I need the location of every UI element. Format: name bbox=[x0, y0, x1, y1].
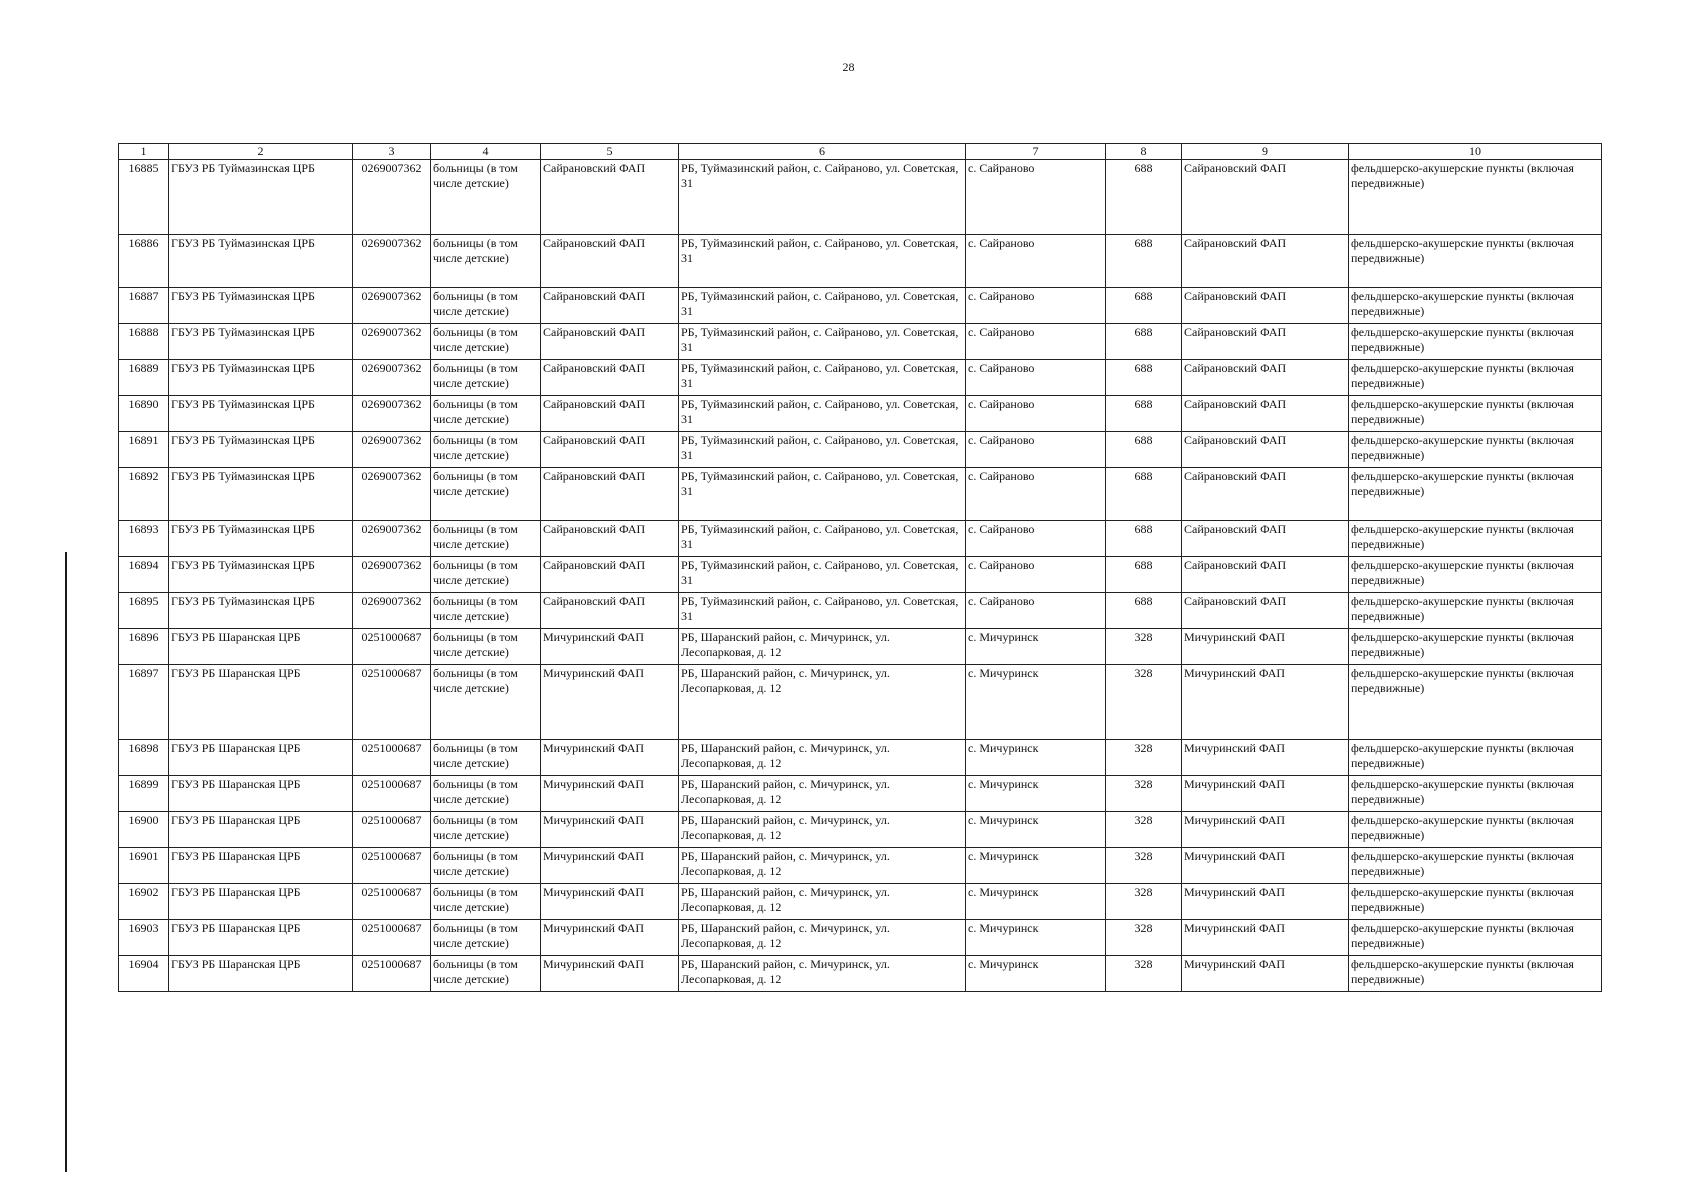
organization-name-cell: ГБУЗ РБ Туймазинская ЦРБ bbox=[169, 521, 353, 557]
organization-name-cell: ГБУЗ РБ Туймазинская ЦРБ bbox=[169, 593, 353, 629]
locality-cell: с. Мичуринск bbox=[966, 629, 1106, 665]
column-header-9: 9 bbox=[1182, 144, 1349, 160]
record-number-cell: 16892 bbox=[119, 468, 169, 521]
inn-code-cell: 0269007362 bbox=[353, 360, 431, 396]
unit-name-cell: Мичуринский ФАП bbox=[541, 956, 679, 992]
table-row bbox=[119, 848, 1602, 884]
organization-name-cell: ГБУЗ РБ Туймазинская ЦРБ bbox=[169, 288, 353, 324]
population-count-cell: 328 bbox=[1106, 884, 1182, 920]
record-number-cell: 16903 bbox=[119, 920, 169, 956]
facility-name-cell: Сайрановский ФАП bbox=[1182, 160, 1349, 235]
population-count-cell: 688 bbox=[1106, 468, 1182, 521]
table-row bbox=[119, 324, 1602, 360]
inn-code-cell: 0251000687 bbox=[353, 920, 431, 956]
facility-type-cell: больницы (в том числе детские) bbox=[431, 776, 541, 812]
address-cell: РБ, Туймазинский район, с. Сайраново, ул. Советская, 31 bbox=[679, 235, 966, 288]
organization-name-cell: ГБУЗ РБ Туймазинская ЦРБ bbox=[169, 396, 353, 432]
table-row bbox=[119, 665, 1602, 740]
population-count-cell: 328 bbox=[1106, 920, 1182, 956]
column-header-10: 10 bbox=[1349, 144, 1602, 160]
unit-name-cell: Сайрановский ФАП bbox=[541, 360, 679, 396]
record-number-cell: 16897 bbox=[119, 665, 169, 740]
organization-name-cell: ГБУЗ РБ Шаранская ЦРБ bbox=[169, 740, 353, 776]
table-row bbox=[119, 468, 1602, 521]
facility-type-cell: больницы (в том числе детские) bbox=[431, 288, 541, 324]
record-number-cell: 16885 bbox=[119, 160, 169, 235]
unit-name-cell: Мичуринский ФАП bbox=[541, 629, 679, 665]
population-count-cell: 688 bbox=[1106, 396, 1182, 432]
facility-name-cell: Мичуринский ФАП bbox=[1182, 884, 1349, 920]
table-row bbox=[119, 288, 1602, 324]
facility-name-cell: Мичуринский ФАП bbox=[1182, 956, 1349, 992]
population-count-cell: 688 bbox=[1106, 288, 1182, 324]
unit-name-cell: Сайрановский ФАП bbox=[541, 521, 679, 557]
facility-type-cell: больницы (в том числе детские) bbox=[431, 848, 541, 884]
facility-name-cell: Сайрановский ФАП bbox=[1182, 468, 1349, 521]
unit-name-cell: Мичуринский ФАП bbox=[541, 848, 679, 884]
table-row bbox=[119, 920, 1602, 956]
record-number-cell: 16887 bbox=[119, 288, 169, 324]
table-row bbox=[119, 557, 1602, 593]
locality-cell: с. Мичуринск bbox=[966, 740, 1106, 776]
table-body bbox=[119, 160, 1602, 992]
column-header-7: 7 bbox=[966, 144, 1106, 160]
column-header-8: 8 bbox=[1106, 144, 1182, 160]
facility-name-cell: Сайрановский ФАП bbox=[1182, 432, 1349, 468]
facility-category-cell: фельдшерско-акушерские пункты (включая передвижные) bbox=[1349, 884, 1602, 920]
unit-name-cell: Сайрановский ФАП bbox=[541, 235, 679, 288]
facility-category-cell: фельдшерско-акушерские пункты (включая передвижные) bbox=[1349, 288, 1602, 324]
facility-type-cell: больницы (в том числе детские) bbox=[431, 432, 541, 468]
margin-rule bbox=[65, 552, 67, 1172]
facility-type-cell: больницы (в том числе детские) bbox=[431, 665, 541, 740]
address-cell: РБ, Шаранский район, с. Мичуринск, ул. Лесопарковая, д. 12 bbox=[679, 812, 966, 848]
facility-category-cell: фельдшерско-акушерские пункты (включая передвижные) bbox=[1349, 521, 1602, 557]
population-count-cell: 328 bbox=[1106, 740, 1182, 776]
address-cell: РБ, Шаранский район, с. Мичуринск, ул. Лесопарковая, д. 12 bbox=[679, 665, 966, 740]
facility-type-cell: больницы (в том числе детские) bbox=[431, 812, 541, 848]
table-row bbox=[119, 956, 1602, 992]
page-number: 28 bbox=[842, 60, 855, 74]
facility-category-cell: фельдшерско-акушерские пункты (включая передвижные) bbox=[1349, 468, 1602, 521]
facility-type-cell: больницы (в том числе детские) bbox=[431, 629, 541, 665]
table-row bbox=[119, 776, 1602, 812]
address-cell: РБ, Туймазинский район, с. Сайраново, ул. Советская, 31 bbox=[679, 521, 966, 557]
facility-type-cell: больницы (в том числе детские) bbox=[431, 956, 541, 992]
facility-category-cell: фельдшерско-акушерские пункты (включая передвижные) bbox=[1349, 593, 1602, 629]
locality-cell: с. Сайраново bbox=[966, 324, 1106, 360]
locality-cell: с. Сайраново bbox=[966, 235, 1106, 288]
address-cell: РБ, Туймазинский район, с. Сайраново, ул. Советская, 31 bbox=[679, 160, 966, 235]
inn-code-cell: 0251000687 bbox=[353, 848, 431, 884]
record-number-cell: 16900 bbox=[119, 812, 169, 848]
record-number-cell: 16902 bbox=[119, 884, 169, 920]
record-number-cell: 16890 bbox=[119, 396, 169, 432]
facility-name-cell: Мичуринский ФАП bbox=[1182, 629, 1349, 665]
facility-type-cell: больницы (в том числе детские) bbox=[431, 521, 541, 557]
facility-category-cell: фельдшерско-акушерские пункты (включая передвижные) bbox=[1349, 396, 1602, 432]
record-number-cell: 16904 bbox=[119, 956, 169, 992]
column-header-5: 5 bbox=[541, 144, 679, 160]
organization-name-cell: ГБУЗ РБ Шаранская ЦРБ bbox=[169, 629, 353, 665]
organization-name-cell: ГБУЗ РБ Туймазинская ЦРБ bbox=[169, 360, 353, 396]
record-number-cell: 16895 bbox=[119, 593, 169, 629]
locality-cell: с. Сайраново bbox=[966, 160, 1106, 235]
unit-name-cell: Сайрановский ФАП bbox=[541, 593, 679, 629]
record-number-cell: 16894 bbox=[119, 557, 169, 593]
facility-category-cell: фельдшерско-акушерские пункты (включая передвижные) bbox=[1349, 360, 1602, 396]
facility-type-cell: больницы (в том числе детские) bbox=[431, 396, 541, 432]
inn-code-cell: 0251000687 bbox=[353, 776, 431, 812]
address-cell: РБ, Шаранский район, с. Мичуринск, ул. Лесопарковая, д. 12 bbox=[679, 884, 966, 920]
organization-name-cell: ГБУЗ РБ Туймазинская ЦРБ bbox=[169, 557, 353, 593]
facility-category-cell: фельдшерско-акушерские пункты (включая передвижные) bbox=[1349, 235, 1602, 288]
organization-name-cell: ГБУЗ РБ Шаранская ЦРБ bbox=[169, 920, 353, 956]
address-cell: РБ, Шаранский район, с. Мичуринск, ул. Лесопарковая, д. 12 bbox=[679, 629, 966, 665]
locality-cell: с. Сайраново bbox=[966, 593, 1106, 629]
facility-category-cell: фельдшерско-акушерские пункты (включая передвижные) bbox=[1349, 848, 1602, 884]
facility-type-cell: больницы (в том числе детские) bbox=[431, 740, 541, 776]
locality-cell: с. Мичуринск bbox=[966, 956, 1106, 992]
column-header-3: 3 bbox=[353, 144, 431, 160]
facility-name-cell: Мичуринский ФАП bbox=[1182, 776, 1349, 812]
facility-name-cell: Сайрановский ФАП bbox=[1182, 324, 1349, 360]
facility-category-cell: фельдшерско-акушерские пункты (включая передвижные) bbox=[1349, 776, 1602, 812]
population-count-cell: 688 bbox=[1106, 160, 1182, 235]
organization-name-cell: ГБУЗ РБ Туймазинская ЦРБ bbox=[169, 468, 353, 521]
unit-name-cell: Сайрановский ФАП bbox=[541, 160, 679, 235]
population-count-cell: 688 bbox=[1106, 593, 1182, 629]
table-row bbox=[119, 235, 1602, 288]
organization-name-cell: ГБУЗ РБ Туймазинская ЦРБ bbox=[169, 324, 353, 360]
facility-category-cell: фельдшерско-акушерские пункты (включая передвижные) bbox=[1349, 557, 1602, 593]
table-row bbox=[119, 812, 1602, 848]
facility-category-cell: фельдшерско-акушерские пункты (включая передвижные) bbox=[1349, 432, 1602, 468]
unit-name-cell: Сайрановский ФАП bbox=[541, 288, 679, 324]
record-number-cell: 16889 bbox=[119, 360, 169, 396]
facility-type-cell: больницы (в том числе детские) bbox=[431, 920, 541, 956]
organization-name-cell: ГБУЗ РБ Шаранская ЦРБ bbox=[169, 776, 353, 812]
population-count-cell: 328 bbox=[1106, 848, 1182, 884]
locality-cell: с. Сайраново bbox=[966, 432, 1106, 468]
facility-name-cell: Сайрановский ФАП bbox=[1182, 235, 1349, 288]
population-count-cell: 328 bbox=[1106, 812, 1182, 848]
record-number-cell: 16898 bbox=[119, 740, 169, 776]
unit-name-cell: Сайрановский ФАП bbox=[541, 557, 679, 593]
facility-category-cell: фельдшерско-акушерские пункты (включая передвижные) bbox=[1349, 956, 1602, 992]
facility-category-cell: фельдшерско-акушерские пункты (включая передвижные) bbox=[1349, 920, 1602, 956]
record-number-cell: 16893 bbox=[119, 521, 169, 557]
column-header-4: 4 bbox=[431, 144, 541, 160]
address-cell: РБ, Туймазинский район, с. Сайраново, ул. Советская, 31 bbox=[679, 432, 966, 468]
record-number-cell: 16891 bbox=[119, 432, 169, 468]
facility-type-cell: больницы (в том числе детские) bbox=[431, 360, 541, 396]
population-count-cell: 688 bbox=[1106, 557, 1182, 593]
unit-name-cell: Сайрановский ФАП bbox=[541, 468, 679, 521]
address-cell: РБ, Туймазинский район, с. Сайраново, ул. Советская, 31 bbox=[679, 593, 966, 629]
facility-category-cell: фельдшерско-акушерские пункты (включая передвижные) bbox=[1349, 629, 1602, 665]
population-count-cell: 688 bbox=[1106, 324, 1182, 360]
table-row bbox=[119, 740, 1602, 776]
address-cell: РБ, Туймазинский район, с. Сайраново, ул. Советская, 31 bbox=[679, 557, 966, 593]
inn-code-cell: 0269007362 bbox=[353, 593, 431, 629]
locality-cell: с. Мичуринск bbox=[966, 848, 1106, 884]
organization-name-cell: ГБУЗ РБ Туймазинская ЦРБ bbox=[169, 160, 353, 235]
inn-code-cell: 0269007362 bbox=[353, 557, 431, 593]
unit-name-cell: Мичуринский ФАП bbox=[541, 776, 679, 812]
inn-code-cell: 0269007362 bbox=[353, 324, 431, 360]
address-cell: РБ, Туймазинский район, с. Сайраново, ул. Советская, 31 bbox=[679, 396, 966, 432]
header-row bbox=[119, 144, 1602, 160]
record-number-cell: 16899 bbox=[119, 776, 169, 812]
facility-category-cell: фельдшерско-акушерские пункты (включая передвижные) bbox=[1349, 812, 1602, 848]
inn-code-cell: 0269007362 bbox=[353, 396, 431, 432]
inn-code-cell: 0251000687 bbox=[353, 956, 431, 992]
address-cell: РБ, Туймазинский район, с. Сайраново, ул. Советская, 31 bbox=[679, 468, 966, 521]
organization-name-cell: ГБУЗ РБ Шаранская ЦРБ bbox=[169, 956, 353, 992]
inn-code-cell: 0251000687 bbox=[353, 884, 431, 920]
organization-name-cell: ГБУЗ РБ Шаранская ЦРБ bbox=[169, 884, 353, 920]
facility-category-cell: фельдшерско-акушерские пункты (включая передвижные) bbox=[1349, 740, 1602, 776]
facility-name-cell: Сайрановский ФАП bbox=[1182, 360, 1349, 396]
locality-cell: с. Мичуринск bbox=[966, 665, 1106, 740]
inn-code-cell: 0251000687 bbox=[353, 812, 431, 848]
registry-table bbox=[118, 143, 1602, 992]
facility-category-cell: фельдшерско-акушерские пункты (включая передвижные) bbox=[1349, 160, 1602, 235]
unit-name-cell: Мичуринский ФАП bbox=[541, 812, 679, 848]
population-count-cell: 688 bbox=[1106, 521, 1182, 557]
organization-name-cell: ГБУЗ РБ Шаранская ЦРБ bbox=[169, 812, 353, 848]
facility-name-cell: Мичуринский ФАП bbox=[1182, 812, 1349, 848]
column-header-2: 2 bbox=[169, 144, 353, 160]
locality-cell: с. Мичуринск bbox=[966, 884, 1106, 920]
facility-type-cell: больницы (в том числе детские) bbox=[431, 593, 541, 629]
population-count-cell: 328 bbox=[1106, 629, 1182, 665]
inn-code-cell: 0269007362 bbox=[353, 160, 431, 235]
facility-type-cell: больницы (в том числе детские) bbox=[431, 160, 541, 235]
table-row bbox=[119, 432, 1602, 468]
record-number-cell: 16901 bbox=[119, 848, 169, 884]
facility-name-cell: Мичуринский ФАП bbox=[1182, 848, 1349, 884]
facility-name-cell: Мичуринский ФАП bbox=[1182, 665, 1349, 740]
table-row bbox=[119, 629, 1602, 665]
facility-type-cell: больницы (в том числе детские) bbox=[431, 557, 541, 593]
address-cell: РБ, Шаранский район, с. Мичуринск, ул. Лесопарковая, д. 12 bbox=[679, 956, 966, 992]
unit-name-cell: Сайрановский ФАП bbox=[541, 396, 679, 432]
population-count-cell: 688 bbox=[1106, 360, 1182, 396]
locality-cell: с. Сайраново bbox=[966, 521, 1106, 557]
facility-category-cell: фельдшерско-акушерские пункты (включая передвижные) bbox=[1349, 324, 1602, 360]
inn-code-cell: 0251000687 bbox=[353, 629, 431, 665]
facility-type-cell: больницы (в том числе детские) bbox=[431, 235, 541, 288]
facility-type-cell: больницы (в том числе детские) bbox=[431, 884, 541, 920]
inn-code-cell: 0269007362 bbox=[353, 521, 431, 557]
facility-name-cell: Сайрановский ФАП bbox=[1182, 593, 1349, 629]
unit-name-cell: Мичуринский ФАП bbox=[541, 884, 679, 920]
unit-name-cell: Сайрановский ФАП bbox=[541, 432, 679, 468]
population-count-cell: 328 bbox=[1106, 665, 1182, 740]
inn-code-cell: 0251000687 bbox=[353, 665, 431, 740]
facility-name-cell: Сайрановский ФАП bbox=[1182, 288, 1349, 324]
facility-name-cell: Мичуринский ФАП bbox=[1182, 920, 1349, 956]
locality-cell: с. Мичуринск bbox=[966, 920, 1106, 956]
organization-name-cell: ГБУЗ РБ Туймазинская ЦРБ bbox=[169, 432, 353, 468]
address-cell: РБ, Туймазинский район, с. Сайраново, ул. Советская, 31 bbox=[679, 360, 966, 396]
locality-cell: с. Сайраново bbox=[966, 360, 1106, 396]
unit-name-cell: Мичуринский ФАП bbox=[541, 920, 679, 956]
inn-code-cell: 0269007362 bbox=[353, 432, 431, 468]
table-row bbox=[119, 884, 1602, 920]
inn-code-cell: 0269007362 bbox=[353, 288, 431, 324]
facility-name-cell: Сайрановский ФАП bbox=[1182, 557, 1349, 593]
table-row bbox=[119, 396, 1602, 432]
table-row bbox=[119, 521, 1602, 557]
unit-name-cell: Сайрановский ФАП bbox=[541, 324, 679, 360]
locality-cell: с. Мичуринск bbox=[966, 812, 1106, 848]
organization-name-cell: ГБУЗ РБ Туймазинская ЦРБ bbox=[169, 235, 353, 288]
unit-name-cell: Мичуринский ФАП bbox=[541, 740, 679, 776]
facility-name-cell: Сайрановский ФАП bbox=[1182, 396, 1349, 432]
locality-cell: с. Сайраново bbox=[966, 396, 1106, 432]
address-cell: РБ, Шаранский район, с. Мичуринск, ул. Лесопарковая, д. 12 bbox=[679, 920, 966, 956]
record-number-cell: 16896 bbox=[119, 629, 169, 665]
organization-name-cell: ГБУЗ РБ Шаранская ЦРБ bbox=[169, 665, 353, 740]
facility-category-cell: фельдшерско-акушерские пункты (включая передвижные) bbox=[1349, 665, 1602, 740]
facility-type-cell: больницы (в том числе детские) bbox=[431, 468, 541, 521]
record-number-cell: 16888 bbox=[119, 324, 169, 360]
address-cell: РБ, Шаранский район, с. Мичуринск, ул. Лесопарковая, д. 12 bbox=[679, 740, 966, 776]
population-count-cell: 328 bbox=[1106, 956, 1182, 992]
unit-name-cell: Мичуринский ФАП bbox=[541, 665, 679, 740]
address-cell: РБ, Шаранский район, с. Мичуринск, ул. Лесопарковая, д. 12 bbox=[679, 776, 966, 812]
facility-name-cell: Сайрановский ФАП bbox=[1182, 521, 1349, 557]
locality-cell: с. Сайраново bbox=[966, 288, 1106, 324]
locality-cell: с. Сайраново bbox=[966, 557, 1106, 593]
locality-cell: с. Мичуринск bbox=[966, 776, 1106, 812]
organization-name-cell: ГБУЗ РБ Шаранская ЦРБ bbox=[169, 848, 353, 884]
inn-code-cell: 0251000687 bbox=[353, 740, 431, 776]
column-header-1: 1 bbox=[119, 144, 169, 160]
record-number-cell: 16886 bbox=[119, 235, 169, 288]
population-count-cell: 688 bbox=[1106, 432, 1182, 468]
table-row bbox=[119, 360, 1602, 396]
table-row bbox=[119, 593, 1602, 629]
inn-code-cell: 0269007362 bbox=[353, 468, 431, 521]
column-header-6: 6 bbox=[679, 144, 966, 160]
address-cell: РБ, Туймазинский район, с. Сайраново, ул. Советская, 31 bbox=[679, 288, 966, 324]
facility-type-cell: больницы (в том числе детские) bbox=[431, 324, 541, 360]
population-count-cell: 688 bbox=[1106, 235, 1182, 288]
population-count-cell: 328 bbox=[1106, 776, 1182, 812]
facility-name-cell: Мичуринский ФАП bbox=[1182, 740, 1349, 776]
address-cell: РБ, Туймазинский район, с. Сайраново, ул. Советская, 31 bbox=[679, 324, 966, 360]
locality-cell: с. Сайраново bbox=[966, 468, 1106, 521]
inn-code-cell: 0269007362 bbox=[353, 235, 431, 288]
address-cell: РБ, Шаранский район, с. Мичуринск, ул. Лесопарковая, д. 12 bbox=[679, 848, 966, 884]
table-row bbox=[119, 160, 1602, 235]
